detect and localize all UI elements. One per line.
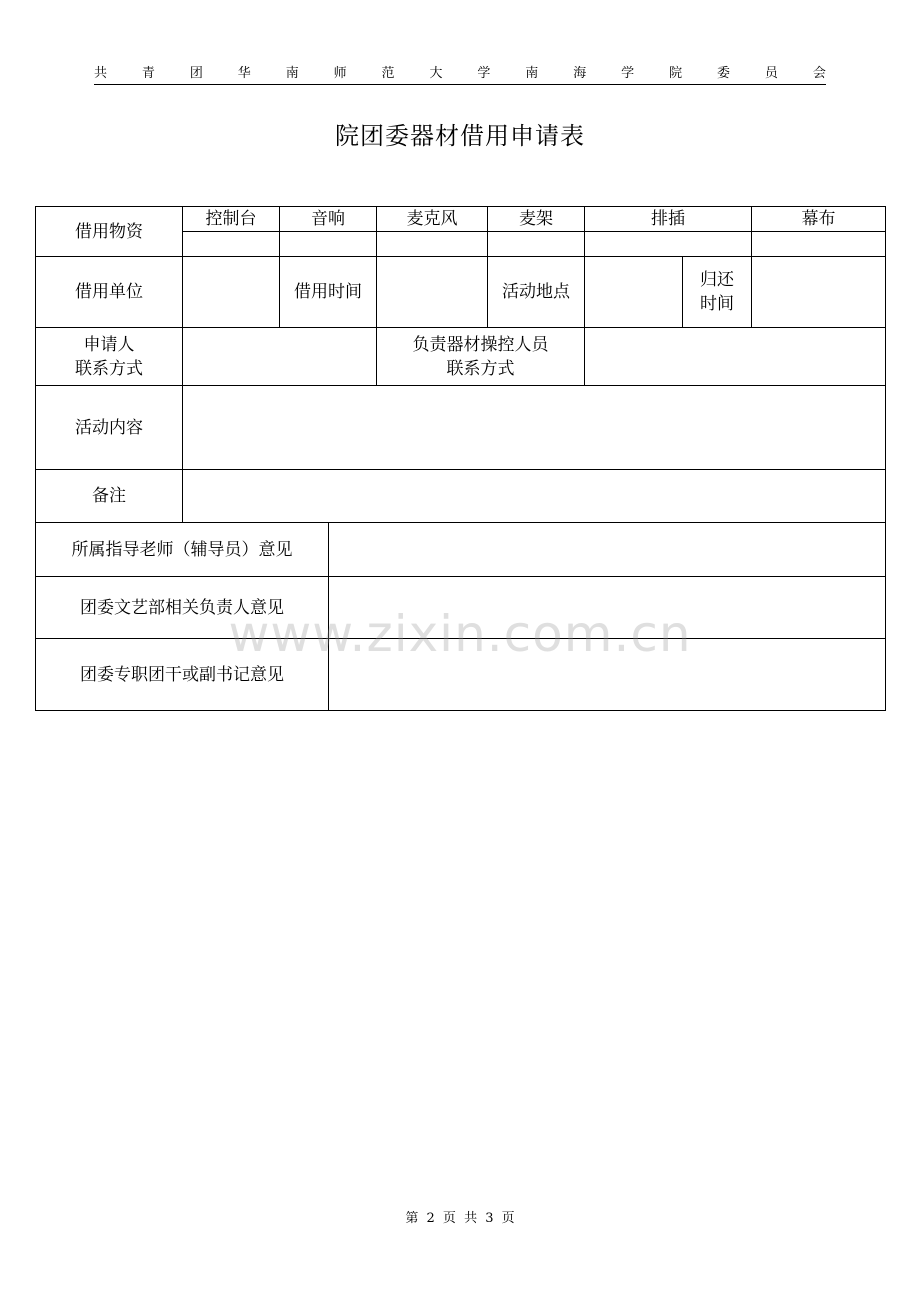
form-title: 院团委器材借用申请表 (335, 122, 585, 150)
arts-dept-opinion-field[interactable] (329, 577, 886, 639)
equipment-loan-form (35, 206, 886, 711)
return-time-field[interactable] (752, 257, 886, 328)
item-screen-label: 幕布 (752, 207, 886, 232)
footer-total-pages: 3 (485, 1211, 494, 1226)
operator-contact-label (377, 328, 585, 386)
secretary-opinion-field[interactable] (329, 639, 886, 711)
item-power-strip-field[interactable] (585, 232, 752, 257)
items-label: 借用物资 (36, 207, 183, 257)
header-char: 共 (94, 66, 108, 81)
advisor-opinion-label: 所属指导老师（辅导员）意见 (36, 523, 329, 577)
unit-field[interactable] (183, 257, 280, 328)
header-char: 华 (237, 66, 251, 81)
header-char: 大 (429, 66, 443, 81)
item-mic-stand-field[interactable] (488, 232, 585, 257)
applicant-contact-line2: 联系方式 (75, 358, 143, 379)
page-footer (0, 1207, 920, 1226)
remarks-field[interactable] (183, 470, 886, 523)
item-screen-field[interactable] (752, 232, 886, 257)
unit-label: 借用单位 (36, 257, 183, 328)
time-label: 借用时间 (280, 257, 377, 328)
return-time-label-line1: 归还 (700, 270, 734, 290)
item-console-field[interactable] (183, 232, 280, 257)
item-speaker-label: 音响 (280, 207, 377, 232)
header-char: 师 (333, 66, 347, 81)
footer-ye: 页 (442, 1211, 456, 1226)
operator-contact-line2: 联系方式 (446, 358, 515, 379)
return-time-label (683, 257, 752, 328)
header-char: 团 (189, 66, 203, 81)
item-power-strip-label: 排插 (585, 207, 752, 232)
footer-ye: 页 (501, 1211, 515, 1226)
operator-contact-line1: 负责器材操控人员 (412, 334, 549, 355)
content-label: 活动内容 (36, 386, 183, 470)
item-microphone-label: 麦克风 (377, 207, 488, 232)
item-console-label: 控制台 (183, 207, 280, 232)
time-field[interactable] (377, 257, 488, 328)
organization-header (94, 62, 826, 85)
header-char: 员 (764, 66, 778, 81)
secretary-opinion-label: 团委专职团干或副书记意见 (36, 639, 329, 711)
content-field[interactable] (183, 386, 886, 470)
header-char: 青 (141, 66, 155, 81)
arts-dept-opinion-label: 团委文艺部相关负责人意见 (36, 577, 329, 639)
applicant-contact-line1: 申请人 (83, 334, 135, 355)
item-speaker-field[interactable] (280, 232, 377, 257)
header-char: 会 (812, 66, 826, 81)
applicant-contact-field[interactable] (183, 328, 377, 386)
remarks-label: 备注 (36, 470, 183, 523)
item-microphone-field[interactable] (377, 232, 488, 257)
return-time-label-line2: 时间 (700, 294, 734, 314)
header-char: 范 (381, 66, 395, 81)
item-mic-stand-label: 麦架 (488, 207, 585, 232)
header-char: 委 (716, 66, 730, 81)
footer-gong: 共 (464, 1211, 478, 1226)
location-label: 活动地点 (488, 257, 585, 328)
applicant-contact-label (36, 328, 183, 386)
header-char: 南 (285, 66, 299, 81)
location-field[interactable] (585, 257, 683, 328)
header-char: 学 (477, 66, 491, 81)
footer-page-number: 2 (426, 1211, 435, 1226)
header-char: 院 (669, 66, 683, 81)
header-char: 南 (525, 66, 539, 81)
header-char: 海 (573, 66, 587, 81)
operator-contact-field[interactable] (585, 328, 886, 386)
advisor-opinion-field[interactable] (329, 523, 886, 577)
header-char: 学 (621, 66, 635, 81)
watermark-text: www.zixin.com.cn (228, 605, 692, 663)
footer-di: 第 (405, 1211, 419, 1226)
